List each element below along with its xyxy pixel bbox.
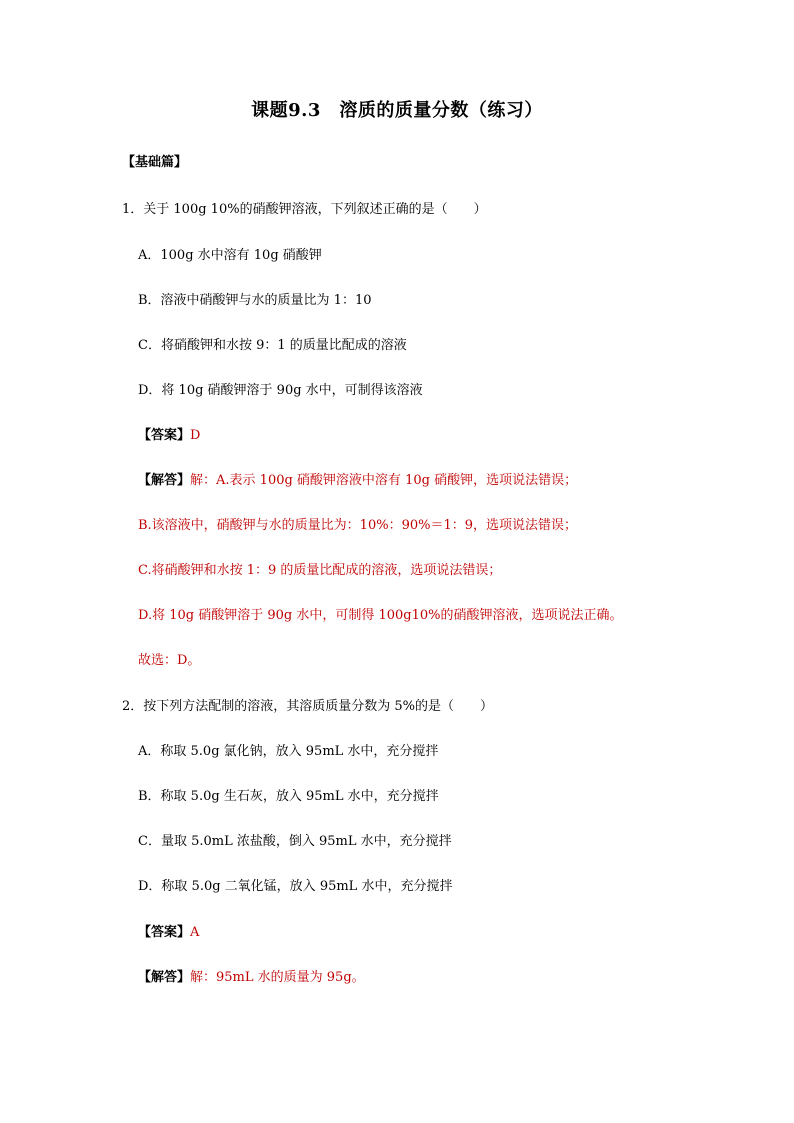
- question-1-analysis-line-2: B.该溶液中，硝酸钾与水的质量比为：10%：90%＝1：9，选项说法错误；: [138, 518, 578, 533]
- question-1-analysis-line-3: C.将硝酸钾和水按 1：9 的质量比配成的溶液，选项说法错误；: [138, 563, 502, 578]
- question-2-option-b: B．称取 5.0g 生石灰，放入 95mL 水中，充分搅拌: [138, 789, 439, 804]
- question-1-option-d: D．将 10g 硝酸钾溶于 90g 水中，可制得该溶液: [138, 383, 423, 398]
- question-1-option-c: C．将硝酸钾和水按 9：1 的质量比配成的溶液: [138, 338, 407, 353]
- question-1-analysis-line-4: D.将 10g 硝酸钾溶于 90g 水中，可制得 100g10%的硝酸钾溶液，选项说法正确。: [138, 608, 623, 623]
- question-2-stem: 2．按下列方法配制的溶液，其溶质质量分数为 5%的是（ ）: [122, 699, 494, 714]
- question-2-option-c: C．量取 5.0mL 浓盐酸，倒入 95mL 水中，充分搅拌: [138, 834, 452, 849]
- question-1-analysis-line-1: [138, 472, 577, 490]
- question-2-option-d: D．称取 5.0g 二氧化锰，放入 95mL 水中，充分搅拌: [138, 879, 453, 894]
- answer-tag: 【答案】: [138, 925, 191, 940]
- question-1-option-b: B．溶液中硝酸钾与水的质量比为 1：10: [138, 293, 372, 308]
- question-2-answer: [138, 924, 199, 942]
- page-title: 课题9.3 溶质的质量分数（练习）: [251, 100, 543, 121]
- question-1-stem: 1．关于 100g 10%的硝酸钾溶液，下列叙述正确的是（ ）: [122, 202, 487, 217]
- analysis-tag: 【解答】: [138, 970, 191, 985]
- analysis-text: 解：A.表示 100g 硝酸钾溶液中溶有 10g 硝酸钾，选项说法错误；: [190, 473, 578, 488]
- answer-value: A: [190, 925, 200, 940]
- analysis-tag: 【解答】: [138, 473, 191, 488]
- answer-value: D: [190, 428, 201, 443]
- question-2-option-a: A．称取 5.0g 氯化钠，放入 95mL 水中，充分搅拌: [138, 744, 439, 759]
- section-heading: 【基础篇】: [122, 155, 188, 170]
- question-1-conclusion: 故选：D。: [138, 653, 201, 668]
- question-1-answer: [138, 427, 200, 445]
- answer-tag: 【答案】: [138, 428, 191, 443]
- question-2-analysis-line-1: [138, 969, 365, 987]
- question-1-option-a: A．100g 水中溶有 10g 硝酸钾: [138, 248, 322, 263]
- analysis-text: 解：95mL 水的质量为 95g。: [190, 970, 365, 985]
